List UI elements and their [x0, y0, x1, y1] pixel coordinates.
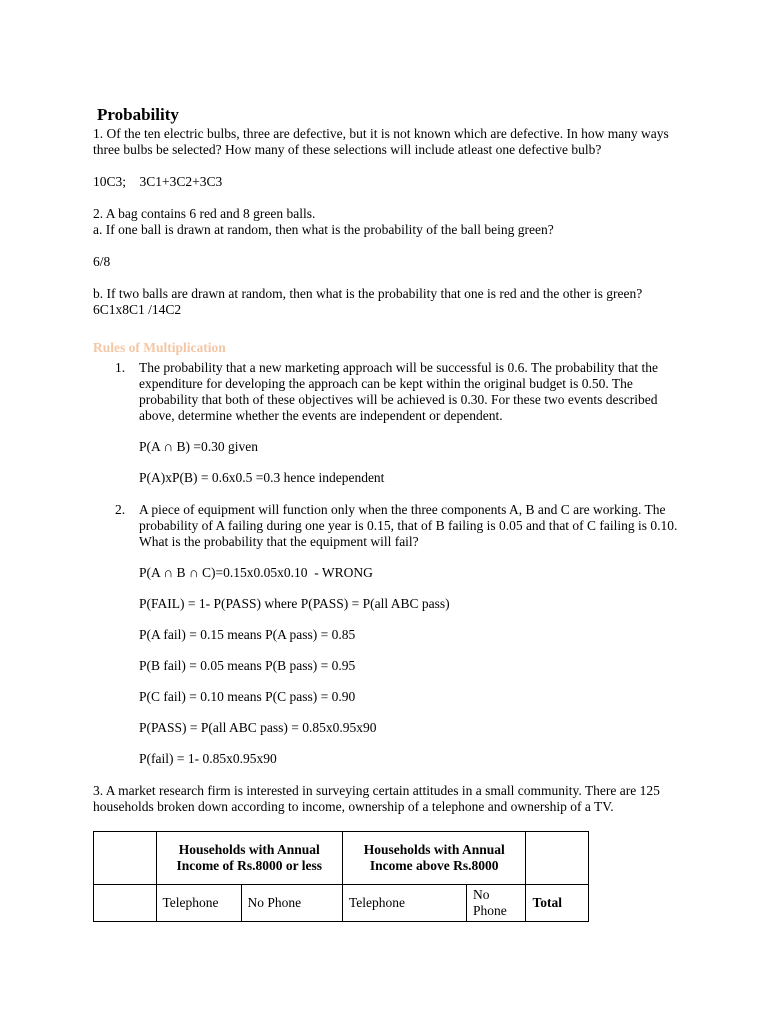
table-header-cell — [94, 832, 157, 885]
question-2a-answer: 6/8 — [93, 254, 111, 269]
table-cell: No Phone — [241, 885, 342, 922]
question-1-answer: 10C3; 3C1+3C2+3C3 — [93, 174, 223, 189]
rules-item-line: P(C fail) = 0.10 means P(C pass) = 0.90 — [139, 689, 356, 704]
question-2b: b. If two balls are drawn at random, then what is the probability that one is red and the other is green? — [93, 286, 643, 301]
question-2b-answer: 6C1x8C1 /14C2 — [93, 302, 182, 317]
rules-item — [93, 502, 678, 767]
table-cell: Telephone — [156, 885, 241, 922]
table-cell: No Phone — [467, 885, 526, 922]
rules-item-line: P(FAIL) = 1- P(PASS) where P(PASS) = P(all ABC pass) — [139, 596, 450, 611]
page-title: Probability — [97, 105, 179, 124]
table-header-cell — [526, 832, 589, 885]
rules-item-line: P(A ∩ B ∩ C)=0.15x0.05x0.10 - WRONG — [139, 565, 373, 580]
question-1: 1. Of the ten electric bulbs, three are defective, but it is not known which are defective. In how many ways three bulbs be selected? How many of these selections will include atleast one defective bulb? — [93, 126, 669, 157]
rules-item-line: P(fail) = 1- 0.85x0.95x90 — [139, 751, 277, 766]
rules-item-line: P(A)xP(B) = 0.6x0.5 =0.3 hence independent — [139, 470, 385, 485]
table-header-row — [94, 832, 589, 885]
document-page — [93, 104, 678, 922]
rules-item-line: P(A fail) = 0.15 means P(A pass) = 0.85 — [139, 627, 356, 642]
households-table — [93, 831, 589, 922]
table-header-cell: Households with Annual Income above Rs.8000 — [343, 832, 526, 885]
table-cell: Total — [526, 885, 589, 922]
question-3: 3. A market research firm is interested in surveying certain attitudes in a small community. There are 125 households broken down according to income, ownership of a telephone and ownership of a TV. — [93, 783, 660, 814]
rules-item-line: P(PASS) = P(all ABC pass) = 0.85x0.95x90 — [139, 720, 377, 735]
rules-item-text: A piece of equipment will function only when the three components A, B and C are working. The probability of A failing during one year is 0.15, that of B failing is 0.05 and that of C failing is 0.10. What is the probability that the equipment will fail? — [139, 502, 678, 549]
rules-item-line: P(B fail) = 0.05 means P(B pass) = 0.95 — [139, 658, 356, 673]
table-cell: Telephone — [343, 885, 467, 922]
question-2a: a. If one ball is drawn at random, then what is the probability of the ball being green? — [93, 222, 554, 237]
table-header-cell: Households with Annual Income of Rs.8000 or less — [156, 832, 343, 885]
question-2: 2. A bag contains 6 red and 8 green balls. — [93, 206, 316, 221]
table-cell — [94, 885, 157, 922]
rules-list — [93, 360, 678, 767]
table-row — [94, 885, 589, 922]
rules-item-line: P(A ∩ B) =0.30 given — [139, 439, 258, 454]
rules-item — [93, 360, 678, 486]
rules-item-text: The probability that a new marketing approach will be successful is 0.6. The probability that the expenditure for developing the approach can be kept within the original budget is 0.50. The probability that both of these objectives will be achieved is 0.30. For these two events described above, determine whether the events are independent or dependent. — [139, 360, 658, 423]
rules-item-number: 1. — [115, 360, 126, 375]
rules-heading: Rules of Multiplication — [93, 340, 226, 355]
rules-item-number: 2. — [115, 502, 126, 517]
